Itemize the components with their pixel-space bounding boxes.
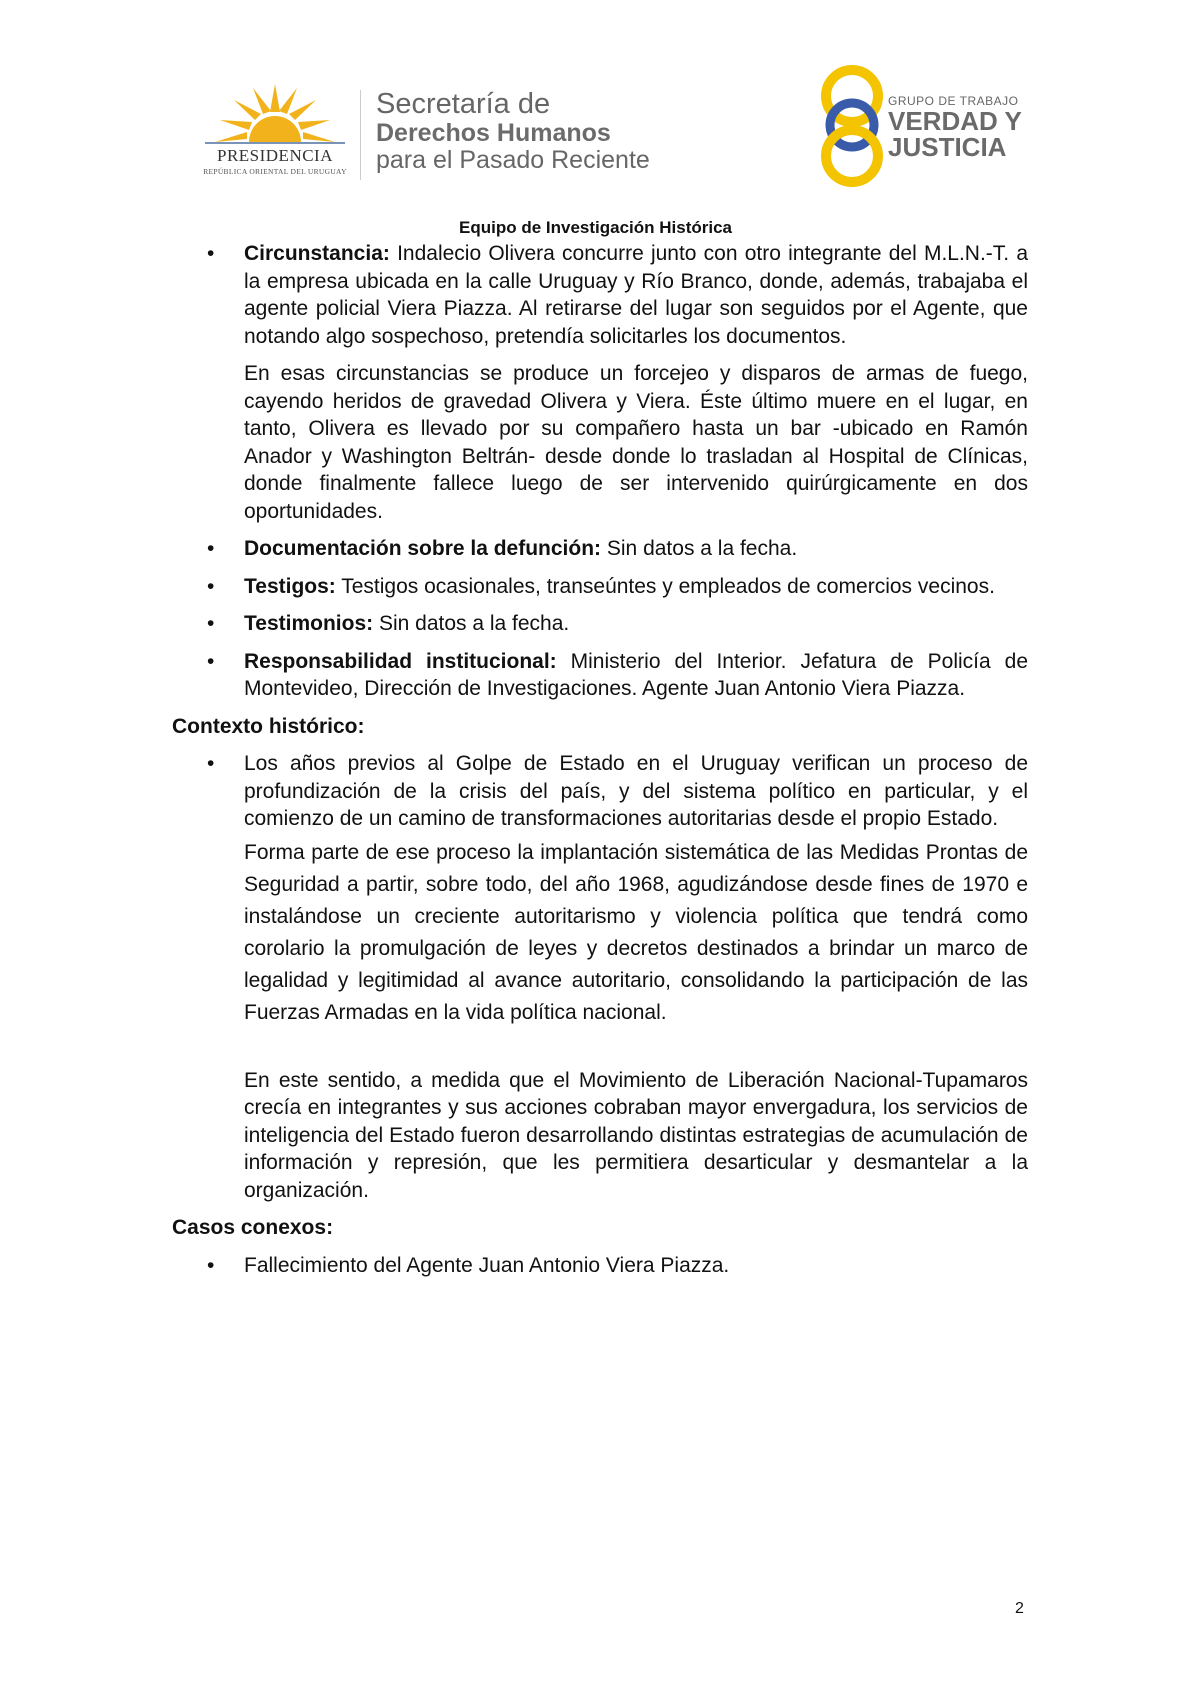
item-label: Documentación sobre la defunción: (244, 537, 602, 560)
item-text: Fallecimiento del Agente Juan Antonio Viera Piazza. (244, 1253, 730, 1277)
item-label: Testigos: (244, 574, 336, 598)
presidencia-subtitle: REPÚBLICA ORIENTAL DEL URUGUAY (203, 167, 347, 176)
grupo-line-3: JUSTICIA (888, 132, 1007, 162)
secretaria-line-1: Secretaría de (376, 88, 551, 120)
spacer (172, 1039, 1028, 1067)
grupo-trabajo-text (888, 94, 1022, 160)
list-item-responsabilidad (172, 648, 1028, 703)
bullet: • (207, 574, 215, 598)
context-paragraph-2: En este sentido, a medida que el Movimiento de Liberación Nacional-Tupamaros crecía en integrantes y sus acciones cobraban mayor envergadura, los servicios de inteligencia del Estado fueron desarrollando distintas estrategias de acumulación de información y represión, que les permitiera desarticular y desmantelar a la organización. (244, 1068, 1028, 1202)
item-text: Sin datos a la fecha. (373, 612, 570, 635)
page-number: 2 (1015, 1600, 1024, 1617)
header-divider (360, 90, 361, 180)
item-text: Los años previos al Golpe de Estado en el Uruguay verifican un proceso de profundización de la crisis del país, y del sistema político en particular, y el comienzo de un camino de transformaciones autoritarias desde el propio Estado. (244, 752, 1028, 830)
list-item-contexto (172, 750, 1028, 833)
bullet: • (207, 612, 215, 635)
item-text: Testigos ocasionales, transeúntes y empleados de comercios vecinos. (335, 574, 995, 598)
list-item-caso-conexo (172, 1252, 1028, 1280)
bullet: • (207, 1253, 215, 1277)
item-label: Testimonios: (244, 612, 374, 635)
item-text: Indalecio Olivera concurre junto con otro integrante del M.L.N.-T. a la empresa ubicada en la calle Uruguay y Río Branco, donde, además, trabajaba el agente policial Viera Piazza. Al retirarse del lugar son seguidos por el Agente, que notando algo sospechoso, pretendía solicitarles los documentos. (244, 242, 1028, 348)
list-item-testimonios (172, 610, 1028, 638)
verdad-justicia-rings-icon (812, 62, 892, 188)
page-header (0, 0, 1191, 200)
item-label: Responsabilidad institucional: (244, 649, 557, 673)
section-heading-contexto: Contexto histórico: (172, 714, 365, 738)
list-item-circunstancia (172, 240, 1028, 350)
grupo-line-2: VERDAD Y (888, 106, 1022, 136)
document-body (172, 240, 1028, 1289)
bullet: • (207, 752, 215, 775)
item-label: Circunstancia: (244, 242, 390, 265)
item-text: Ministerio del Interior. Jefatura de Policía de Montevideo, Dirección de Investigaciones. Agente Juan Antonio Viera Piazza. (244, 649, 1028, 700)
circumstance-paragraph: En esas circunstancias se produce un forcejeo y disparos de armas de fuego, cayendo heridos de gravedad Olivera y Viera. Éste último muere en el lugar, en tanto, Olivera es llevado por su compañero hasta un bar -ubicado en Ramón Anador y Washington Beltrán- desde donde lo trasladan al Hospital de Clínicas, donde finalmente fallece luego de ser intervenido quirúrgicamente en dos oportunidades. (244, 362, 1028, 523)
bullet: • (207, 242, 215, 265)
secretaria-line-3: para el Pasado Reciente (376, 146, 650, 174)
item-text: Sin datos a la fecha. (601, 537, 798, 560)
section-heading-casos: Casos conexos: (172, 1216, 334, 1239)
bullet: • (207, 649, 215, 673)
secretaria-line-2: Derechos Humanos (376, 119, 611, 147)
list-item-testigos (172, 573, 1028, 601)
grupo-line-1: GRUPO DE TRABAJO (888, 94, 1019, 108)
context-paragraph-1: Forma parte de ese proceso la implantación sistemática de las Medidas Prontas de Seguridad a partir, sobre todo, del año 1968, agudizándose desde fines de 1970 e instalándose un creciente autoritarismo y violencia política que tendrá como corolario la promulgación de leyes y decretos destinados a brindar un marco de legalidad y legitimidad al avance autoritario, consolidando la participación de las Fuerzas Armadas en la vida política nacional. (244, 840, 1028, 1024)
presidencia-name: PRESIDENCIA (216, 146, 333, 165)
secretaria-logo-text (376, 88, 650, 174)
team-title: Equipo de Investigación Histórica (459, 218, 732, 237)
list-item-documentacion (172, 535, 1028, 563)
bullet: • (207, 537, 215, 560)
